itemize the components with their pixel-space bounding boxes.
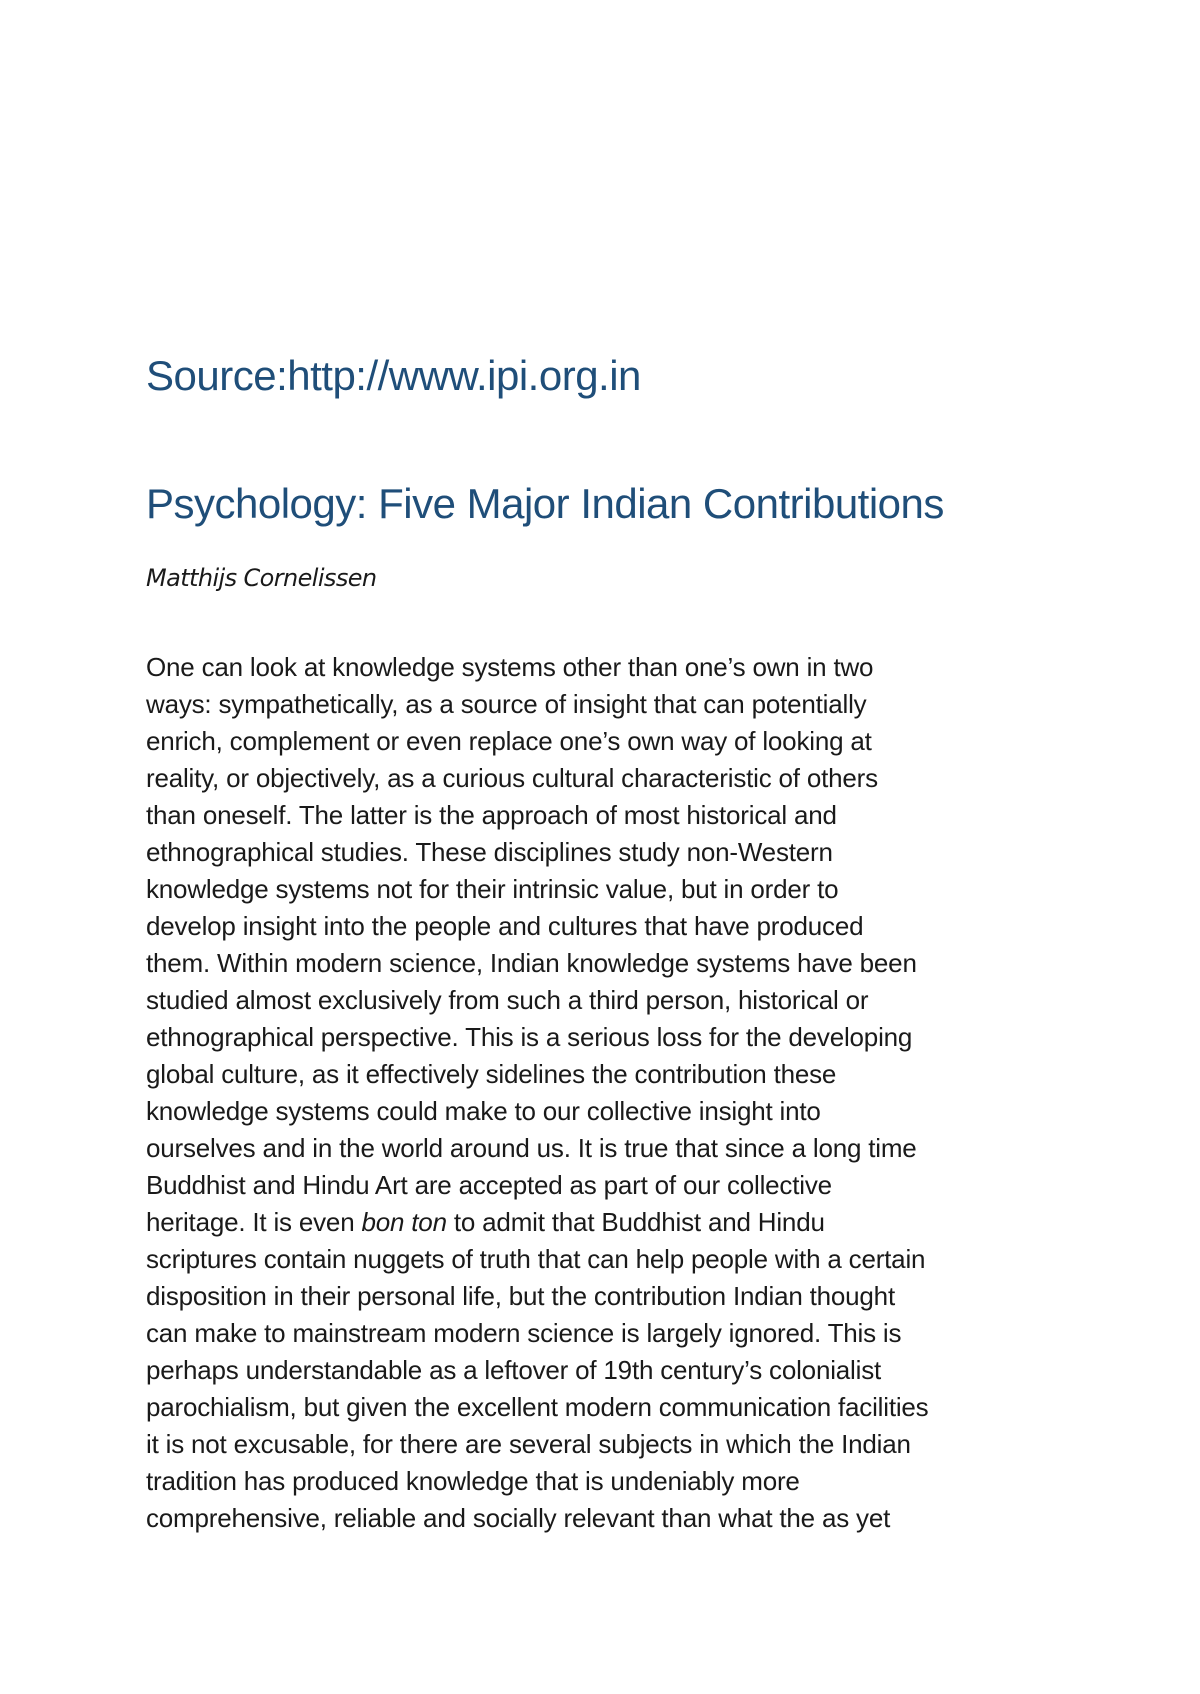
body-line: tradition has produced knowledge that is undeniably more xyxy=(146,1466,800,1496)
body-line: studied almost exclusively from such a third person, historical or xyxy=(146,985,869,1015)
body-line: One can look at knowledge systems other than one’s own in two xyxy=(146,652,874,682)
body-line: ethnographical perspective. This is a serious loss for the developing xyxy=(146,1022,913,1052)
bon-ton-italic: bon ton xyxy=(361,1207,447,1237)
heritage-text-before: heritage. It is even xyxy=(146,1207,362,1237)
source-label: Source: xyxy=(146,352,288,399)
body-line: disposition in their personal life, but the contribution Indian thought xyxy=(146,1281,895,1311)
body-line: parochialism, but given the excellent modern communication facilities xyxy=(146,1392,929,1422)
body-line: them. Within modern science, Indian knowledge systems have been xyxy=(146,948,917,978)
source-url: http://www.ipi.org.in xyxy=(287,352,641,399)
body-line: ourselves and in the world around us. It is true that since a long time xyxy=(146,1133,917,1163)
body-line: ethnographical studies. These disciplines study non-Western xyxy=(146,837,833,867)
body-line: comprehensive, reliable and socially relevant than what the as yet xyxy=(146,1503,891,1533)
body-line: knowledge systems not for their intrinsic value, but in order to xyxy=(146,874,839,904)
body-line: it is not excusable, for there are several subjects in which the Indian xyxy=(146,1429,911,1459)
body-line: can make to mainstream modern science is largely ignored. This is xyxy=(146,1318,902,1348)
body-paragraph xyxy=(146,649,1086,1537)
body-line: develop insight into the people and cultures that have produced xyxy=(146,911,864,941)
body-line-heritage xyxy=(146,1204,1086,1241)
body-line: global culture, as it effectively sidelines the contribution these xyxy=(146,1059,837,1089)
heritage-text-after: to admit that Buddhist and Hindu xyxy=(446,1207,825,1237)
source-line xyxy=(146,350,641,402)
document-title: Psychology: Five Major Indian Contributions xyxy=(146,480,944,527)
author-name: Matthijs Cornelissen xyxy=(146,564,377,592)
body-line: perhaps understandable as a leftover of 19th century’s colonialist xyxy=(146,1355,882,1385)
body-line: knowledge systems could make to our collective insight into xyxy=(146,1096,821,1126)
body-line: ways: sympathetically, as a source of insight that can potentially xyxy=(146,689,867,719)
body-line: enrich, complement or even replace one’s own way of looking at xyxy=(146,726,872,756)
body-line: reality, or objectively, as a curious cultural characteristic of others xyxy=(146,763,878,793)
body-line: Buddhist and Hindu Art are accepted as part of our collective xyxy=(146,1170,832,1200)
body-line: than oneself. The latter is the approach of most historical and xyxy=(146,800,837,830)
body-line: scriptures contain nuggets of truth that can help people with a certain xyxy=(146,1244,926,1274)
